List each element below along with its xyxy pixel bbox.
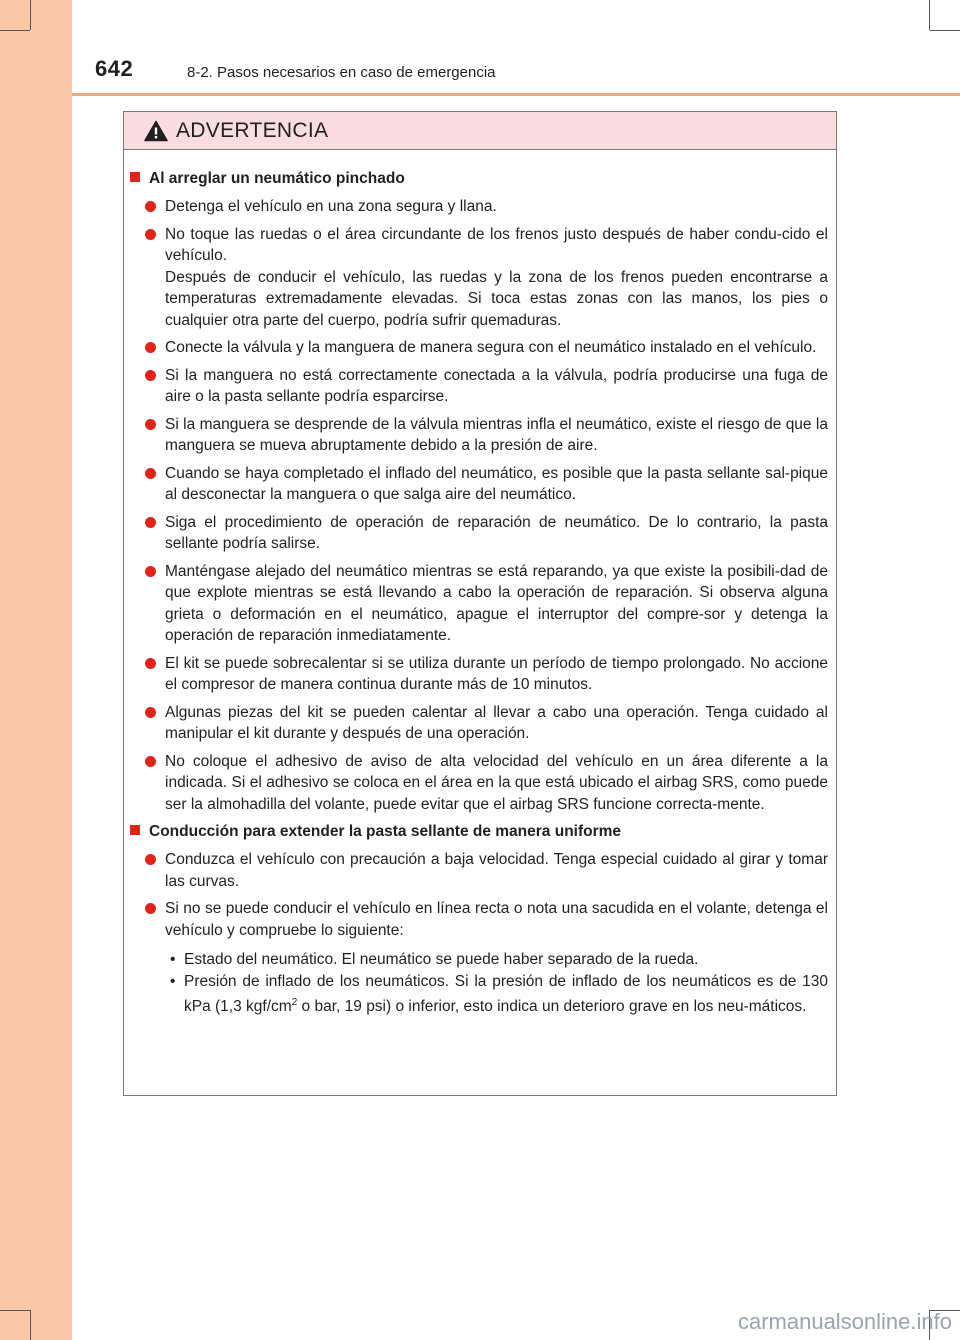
bullet-dot-icon [145, 854, 156, 865]
warning-header [124, 112, 836, 150]
list-item-text: Conecte la válvula y la manguera de manera segura con el neumático instalado en el vehículo. [165, 339, 817, 356]
sub-list-item [130, 949, 828, 971]
bullet-dot-icon [145, 658, 156, 669]
list-item-text: Si la manguera no está correctamente conectada a la válvula, podría producirse una fuga de aire o la pasta sellante podría esparcirse. [165, 366, 828, 405]
list-item [130, 337, 828, 359]
list-item [130, 702, 828, 745]
crop-mark [0, 30, 30, 31]
crop-mark [929, 0, 930, 30]
list-item-text: Detenga el vehículo en una zona segura y llana. [165, 198, 497, 215]
list-item [130, 653, 828, 696]
bullet-dot-icon [145, 229, 156, 240]
sub-list-item-text: Presión de inflado de los neumáticos. Si la presión de inflado de los neumáticos es de 130 kPa (1,3 kgf/cm [184, 972, 828, 1016]
watermark: carmanualsonline.info [737, 1309, 952, 1334]
bullet-dot-icon [145, 468, 156, 479]
sub-bullet-marker: • [170, 951, 176, 968]
section-heading-text: Al arreglar un neumático pinchado [149, 170, 405, 187]
list-item-text: El kit se puede sobrecalentar si se utiliza durante un período de tiempo prolongado. No accione el compresor de manera continua durante más de 10 minutos. [165, 654, 828, 693]
list-item [130, 463, 828, 506]
square-bullet-icon [130, 172, 140, 182]
sub-bullet-marker: • [170, 972, 176, 990]
sub-list-item [130, 971, 828, 1018]
list-item [130, 849, 828, 892]
list-item-text: Conduzca el vehículo con precaución a baja velocidad. Tenga especial cuidado al girar y tomar las curvas. [165, 851, 828, 890]
section-heading [130, 168, 828, 189]
sub-list [165, 949, 828, 1018]
square-bullet-icon [130, 825, 140, 835]
list-item-text: Si la manguera se desprende de la válvula mientras infla el neumático, existe el riesgo de que la manguera se mueva abruptamente debido a la presión de aire. [165, 415, 828, 454]
list-item-text: Cuando se haya completado el inflado del neumático, es posible que la pasta sellante sal-pique al desconectar la manguera o que salga aire del neumático. [165, 464, 828, 503]
section-heading [130, 821, 828, 842]
warning-title: ADVERTENCIA [176, 118, 329, 142]
list-item [130, 196, 828, 218]
list-item-text: Manténgase alejado del neumático mientras se está reparando, ya que existe la posibili-dad de que explote mientras se está llevando a cabo la operación de reparación. Si observa alguna grieta o deformación en el neumático, apague el interruptor del compre-sor y detenga la operación de reparación inmediatamente. [165, 562, 828, 644]
list-item-text: Siga el procedimiento de operación de reparación de neumático. De lo contrario, la pasta sellante podría salirse. [165, 513, 828, 552]
list-item [130, 898, 828, 1018]
header-rule [72, 93, 960, 96]
bullet-dot-icon [145, 201, 156, 212]
crop-mark [30, 0, 31, 30]
page-number: 642 [95, 56, 134, 81]
crop-mark [30, 1310, 31, 1340]
superscript: 2 [291, 997, 298, 1008]
warning-body [124, 150, 836, 1018]
list-item [130, 224, 828, 332]
warning-triangle-icon [144, 120, 168, 142]
list-item-text: Si no se puede conducir el vehículo en línea recta o nota una sacudida en el volante, detenga el vehículo y compruebe lo siguiente: [165, 900, 828, 939]
list-item [130, 512, 828, 555]
section-title: 8-2. Pasos necesarios en caso de emergencia [187, 64, 496, 81]
list-item-text: No toque las ruedas o el área circundante de los frenos justo después de haber condu-cido el vehículo. [165, 225, 828, 264]
section-heading-text: Conducción para extender la pasta sellante de manera uniforme [149, 823, 622, 840]
list-item-text: No coloque el adhesivo de aviso de alta velocidad del vehículo en un área diferente a la indicada. Si el adhesivo se coloca en el área en la que está ubicado el airbag SRS, como puede ser la almohadilla del volante, puede evitar que el airbag SRS funcione correcta-mente. [165, 752, 828, 813]
bullet-dot-icon [145, 342, 156, 353]
sub-list-item-text: Estado del neumático. El neumático se puede haber separado de la rueda. [184, 951, 699, 968]
side-color-band [0, 0, 72, 1340]
list-item [130, 365, 828, 408]
sub-list-item-text: o bar, 19 psi) o inferior, esto indica un deterioro grave en los neu-máticos. [297, 998, 807, 1016]
list-item-text: Algunas piezas del kit se pueden calentar al llevar a cabo una operación. Tenga cuidado al manipular el kit durante y después de una operación. [165, 703, 828, 742]
crop-mark [0, 1310, 30, 1311]
bullet-dot-icon [145, 517, 156, 528]
bullet-dot-icon [145, 756, 156, 767]
warning-box [123, 111, 837, 1096]
crop-mark [930, 30, 960, 31]
list-item-text: Después de conducir el vehículo, las ruedas y la zona de los frenos pueden encontrarse a temperaturas extremadamente elevadas. Si toca estas zonas con las manos, los pies o cualquier otra parte del cuerpo, podría sufrir quemaduras. [165, 268, 828, 329]
bullet-dot-icon [145, 370, 156, 381]
bullet-dot-icon [145, 566, 156, 577]
bullet-dot-icon [145, 707, 156, 718]
bullet-dot-icon [145, 419, 156, 430]
list-item [130, 751, 828, 816]
list-item [130, 414, 828, 457]
list-item [130, 561, 828, 647]
bullet-dot-icon [145, 903, 156, 914]
